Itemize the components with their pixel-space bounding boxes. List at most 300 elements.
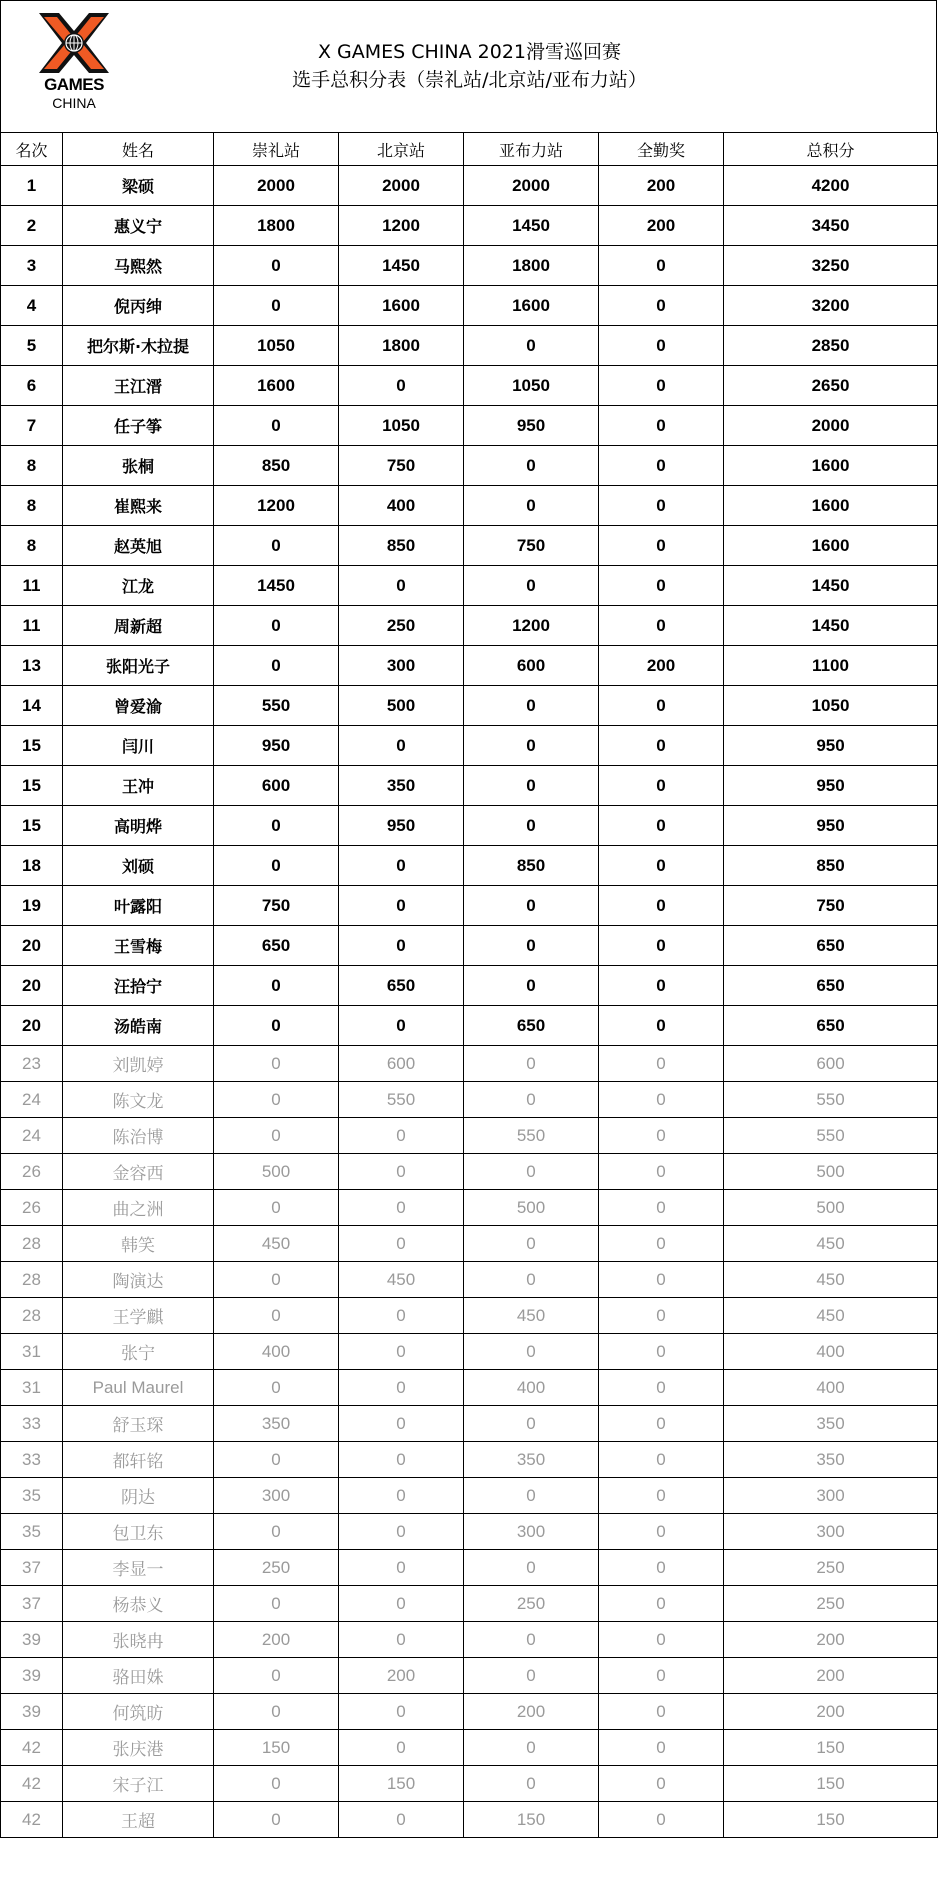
cell-name: 惠义宁 <box>63 206 214 246</box>
cell-chongli: 450 <box>214 1226 339 1262</box>
cell-rank: 42 <box>1 1802 63 1838</box>
table-row <box>1 1046 938 1082</box>
cell-bonus: 0 <box>599 1262 724 1298</box>
cell-beijing: 0 <box>339 1298 464 1334</box>
table-row <box>1 926 938 966</box>
cell-beijing: 0 <box>339 1694 464 1730</box>
page-subtitle: 选手总积分表（崇礼站/北京站/亚布力站） <box>292 69 647 91</box>
cell-name: 张晓冉 <box>63 1622 214 1658</box>
cell-yabuli: 950 <box>464 406 599 446</box>
cell-yabuli: 850 <box>464 846 599 886</box>
cell-chongli: 200 <box>214 1622 339 1658</box>
cell-name: 崔熙来 <box>63 486 214 526</box>
cell-rank: 33 <box>1 1406 63 1442</box>
table-header-row <box>1 133 938 166</box>
cell-yabuli: 2000 <box>464 166 599 206</box>
table-row <box>1 1370 938 1406</box>
table-row <box>1 446 938 486</box>
cell-total: 350 <box>724 1406 938 1442</box>
table-row <box>1 1550 938 1586</box>
cell-chongli: 0 <box>214 1370 339 1406</box>
cell-rank: 26 <box>1 1190 63 1226</box>
cell-bonus: 0 <box>599 966 724 1006</box>
cell-bonus: 0 <box>599 1586 724 1622</box>
cell-chongli: 850 <box>214 446 339 486</box>
cell-total: 1050 <box>724 686 938 726</box>
cell-rank: 15 <box>1 766 63 806</box>
cell-chongli: 950 <box>214 726 339 766</box>
cell-beijing: 0 <box>339 1622 464 1658</box>
cell-beijing: 0 <box>339 566 464 606</box>
cell-total: 200 <box>724 1658 938 1694</box>
cell-chongli: 0 <box>214 806 339 846</box>
cell-rank: 39 <box>1 1622 63 1658</box>
cell-bonus: 0 <box>599 526 724 566</box>
cell-rank: 19 <box>1 886 63 926</box>
table-row <box>1 246 938 286</box>
cell-beijing: 0 <box>339 366 464 406</box>
cell-chongli: 400 <box>214 1334 339 1370</box>
cell-chongli: 1450 <box>214 566 339 606</box>
cell-yabuli: 0 <box>464 806 599 846</box>
cell-name: 汤皓南 <box>63 1006 214 1046</box>
cell-yabuli: 1050 <box>464 366 599 406</box>
cell-total: 150 <box>724 1766 938 1802</box>
cell-bonus: 0 <box>599 1118 724 1154</box>
col-header-total: 总积分 <box>724 133 938 166</box>
cell-bonus: 0 <box>599 1298 724 1334</box>
cell-yabuli: 0 <box>464 686 599 726</box>
cell-name: 陶演达 <box>63 1262 214 1298</box>
cell-chongli: 2000 <box>214 166 339 206</box>
cell-rank: 33 <box>1 1442 63 1478</box>
cell-rank: 20 <box>1 966 63 1006</box>
cell-rank: 35 <box>1 1514 63 1550</box>
table-row <box>1 1586 938 1622</box>
cell-rank: 1 <box>1 166 63 206</box>
table-row <box>1 1334 938 1370</box>
cell-total: 3250 <box>724 246 938 286</box>
cell-yabuli: 0 <box>464 1082 599 1118</box>
cell-beijing: 300 <box>339 646 464 686</box>
cell-yabuli: 750 <box>464 526 599 566</box>
cell-bonus: 200 <box>599 166 724 206</box>
cell-name: 周新超 <box>63 606 214 646</box>
table-row <box>1 1006 938 1046</box>
cell-beijing: 0 <box>339 1190 464 1226</box>
cell-total: 200 <box>724 1622 938 1658</box>
cell-beijing: 0 <box>339 1514 464 1550</box>
cell-beijing: 0 <box>339 1478 464 1514</box>
col-header-beijing: 北京站 <box>339 133 464 166</box>
cell-beijing: 0 <box>339 1586 464 1622</box>
cell-beijing: 200 <box>339 1658 464 1694</box>
cell-bonus: 0 <box>599 1442 724 1478</box>
cell-bonus: 0 <box>599 1370 724 1406</box>
cell-chongli: 0 <box>214 1262 339 1298</box>
table-row <box>1 1298 938 1334</box>
cell-chongli: 1050 <box>214 326 339 366</box>
cell-beijing: 0 <box>339 1550 464 1586</box>
cell-chongli: 0 <box>214 1298 339 1334</box>
cell-bonus: 200 <box>599 206 724 246</box>
cell-total: 1600 <box>724 486 938 526</box>
cell-bonus: 0 <box>599 726 724 766</box>
table-row <box>1 806 938 846</box>
cell-name: 舒玉琛 <box>63 1406 214 1442</box>
cell-bonus: 0 <box>599 1226 724 1262</box>
cell-name: 何筑昉 <box>63 1694 214 1730</box>
cell-chongli: 150 <box>214 1730 339 1766</box>
table-row <box>1 766 938 806</box>
cell-chongli: 650 <box>214 926 339 966</box>
cell-bonus: 0 <box>599 366 724 406</box>
cell-yabuli: 0 <box>464 966 599 1006</box>
cell-name: 闫川 <box>63 726 214 766</box>
cell-beijing: 1800 <box>339 326 464 366</box>
table-row <box>1 606 938 646</box>
cell-chongli: 0 <box>214 1802 339 1838</box>
cell-chongli: 0 <box>214 1766 339 1802</box>
cell-total: 950 <box>724 766 938 806</box>
cell-yabuli: 400 <box>464 1370 599 1406</box>
cell-chongli: 0 <box>214 1006 339 1046</box>
cell-chongli: 0 <box>214 1586 339 1622</box>
cell-bonus: 0 <box>599 1694 724 1730</box>
cell-bonus: 200 <box>599 646 724 686</box>
table-row <box>1 1082 938 1118</box>
cell-bonus: 0 <box>599 246 724 286</box>
cell-chongli: 0 <box>214 1118 339 1154</box>
cell-name: 王超 <box>63 1802 214 1838</box>
cell-yabuli: 1600 <box>464 286 599 326</box>
table-row <box>1 206 938 246</box>
cell-rank: 14 <box>1 686 63 726</box>
table-row <box>1 1622 938 1658</box>
cell-name: 张庆港 <box>63 1730 214 1766</box>
cell-rank: 8 <box>1 486 63 526</box>
cell-rank: 39 <box>1 1694 63 1730</box>
table-row <box>1 1190 938 1226</box>
cell-yabuli: 150 <box>464 1802 599 1838</box>
cell-name: 王冲 <box>63 766 214 806</box>
cell-beijing: 1450 <box>339 246 464 286</box>
cell-chongli: 0 <box>214 846 339 886</box>
cell-yabuli: 1800 <box>464 246 599 286</box>
cell-yabuli: 0 <box>464 566 599 606</box>
table-row <box>1 1406 938 1442</box>
cell-yabuli: 450 <box>464 1298 599 1334</box>
col-header-rank: 名次 <box>1 133 63 166</box>
cell-total: 500 <box>724 1154 938 1190</box>
cell-bonus: 0 <box>599 1334 724 1370</box>
cell-beijing: 0 <box>339 1334 464 1370</box>
cell-total: 750 <box>724 886 938 926</box>
cell-bonus: 0 <box>599 806 724 846</box>
cell-yabuli: 1200 <box>464 606 599 646</box>
cell-rank: 2 <box>1 206 63 246</box>
table-row <box>1 1262 938 1298</box>
cell-yabuli: 200 <box>464 1694 599 1730</box>
cell-rank: 28 <box>1 1226 63 1262</box>
cell-chongli: 0 <box>214 1658 339 1694</box>
cell-beijing: 1050 <box>339 406 464 446</box>
cell-name: 梁硕 <box>63 166 214 206</box>
cell-bonus: 0 <box>599 486 724 526</box>
cell-name: 高明烨 <box>63 806 214 846</box>
cell-total: 400 <box>724 1370 938 1406</box>
cell-bonus: 0 <box>599 686 724 726</box>
cell-yabuli: 0 <box>464 1550 599 1586</box>
cell-yabuli: 0 <box>464 1766 599 1802</box>
cell-rank: 20 <box>1 1006 63 1046</box>
cell-total: 300 <box>724 1478 938 1514</box>
cell-beijing: 0 <box>339 1730 464 1766</box>
cell-name: 把尔斯·木拉提 <box>63 326 214 366</box>
cell-total: 450 <box>724 1298 938 1334</box>
cell-yabuli: 0 <box>464 1478 599 1514</box>
cell-beijing: 0 <box>339 1442 464 1478</box>
cell-name: 江龙 <box>63 566 214 606</box>
cell-chongli: 0 <box>214 646 339 686</box>
cell-yabuli: 0 <box>464 1226 599 1262</box>
cell-total: 250 <box>724 1550 938 1586</box>
cell-total: 150 <box>724 1730 938 1766</box>
cell-yabuli: 0 <box>464 1658 599 1694</box>
cell-chongli: 750 <box>214 886 339 926</box>
cell-total: 450 <box>724 1226 938 1262</box>
cell-chongli: 0 <box>214 1442 339 1478</box>
cell-name: 张阳光子 <box>63 646 214 686</box>
cell-chongli: 0 <box>214 1694 339 1730</box>
table-row <box>1 1226 938 1262</box>
table-row <box>1 1694 938 1730</box>
cell-total: 950 <box>724 806 938 846</box>
cell-yabuli: 0 <box>464 326 599 366</box>
table-row <box>1 1442 938 1478</box>
cell-beijing: 0 <box>339 1370 464 1406</box>
cell-beijing: 250 <box>339 606 464 646</box>
cell-yabuli: 0 <box>464 1730 599 1766</box>
cell-yabuli: 0 <box>464 1154 599 1190</box>
table-row <box>1 406 938 446</box>
cell-total: 1450 <box>724 566 938 606</box>
cell-rank: 35 <box>1 1478 63 1514</box>
cell-rank: 42 <box>1 1730 63 1766</box>
cell-chongli: 0 <box>214 406 339 446</box>
cell-total: 300 <box>724 1514 938 1550</box>
col-header-chongli: 崇礼站 <box>214 133 339 166</box>
cell-rank: 24 <box>1 1118 63 1154</box>
cell-rank: 6 <box>1 366 63 406</box>
cell-yabuli: 600 <box>464 646 599 686</box>
cell-chongli: 0 <box>214 1514 339 1550</box>
cell-rank: 8 <box>1 446 63 486</box>
cell-beijing: 650 <box>339 966 464 1006</box>
cell-total: 150 <box>724 1802 938 1838</box>
cell-beijing: 0 <box>339 1154 464 1190</box>
cell-name: 马熙然 <box>63 246 214 286</box>
cell-chongli: 500 <box>214 1154 339 1190</box>
cell-name: 曾爱渝 <box>63 686 214 726</box>
cell-total: 1600 <box>724 446 938 486</box>
cell-beijing: 750 <box>339 446 464 486</box>
cell-name: 倪丙绅 <box>63 286 214 326</box>
cell-yabuli: 0 <box>464 1334 599 1370</box>
cell-name: 刘硕 <box>63 846 214 886</box>
cell-bonus: 0 <box>599 1006 724 1046</box>
table-row <box>1 366 938 406</box>
cell-beijing: 0 <box>339 1006 464 1046</box>
cell-beijing: 0 <box>339 1802 464 1838</box>
cell-beijing: 500 <box>339 686 464 726</box>
cell-yabuli: 0 <box>464 1622 599 1658</box>
cell-beijing: 0 <box>339 846 464 886</box>
cell-bonus: 0 <box>599 1190 724 1226</box>
cell-total: 1450 <box>724 606 938 646</box>
cell-name: 赵英旭 <box>63 526 214 566</box>
table-row <box>1 1478 938 1514</box>
cell-yabuli: 550 <box>464 1118 599 1154</box>
cell-rank: 39 <box>1 1658 63 1694</box>
cell-beijing: 2000 <box>339 166 464 206</box>
cell-beijing: 0 <box>339 1118 464 1154</box>
cell-total: 650 <box>724 1006 938 1046</box>
cell-beijing: 1200 <box>339 206 464 246</box>
cell-bonus: 0 <box>599 446 724 486</box>
cell-total: 650 <box>724 966 938 1006</box>
standings-body <box>1 166 938 1838</box>
cell-beijing: 350 <box>339 766 464 806</box>
col-header-bonus: 全勤奖 <box>599 133 724 166</box>
cell-beijing: 0 <box>339 1406 464 1442</box>
col-header-yabuli: 亚布力站 <box>464 133 599 166</box>
cell-yabuli: 250 <box>464 1586 599 1622</box>
cell-rank: 24 <box>1 1082 63 1118</box>
cell-bonus: 0 <box>599 1514 724 1550</box>
cell-yabuli: 500 <box>464 1190 599 1226</box>
cell-bonus: 0 <box>599 606 724 646</box>
cell-total: 2850 <box>724 326 938 366</box>
cell-name: 金容西 <box>63 1154 214 1190</box>
cell-total: 1100 <box>724 646 938 686</box>
cell-beijing: 450 <box>339 1262 464 1298</box>
table-row <box>1 1514 938 1550</box>
cell-name: 阴达 <box>63 1478 214 1514</box>
cell-bonus: 0 <box>599 406 724 446</box>
cell-rank: 15 <box>1 726 63 766</box>
table-row <box>1 1802 938 1838</box>
table-row <box>1 966 938 1006</box>
table-row <box>1 646 938 686</box>
cell-name: 王学麒 <box>63 1298 214 1334</box>
cell-total: 350 <box>724 1442 938 1478</box>
cell-chongli: 0 <box>214 1190 339 1226</box>
cell-yabuli: 350 <box>464 1442 599 1478</box>
table-row <box>1 166 938 206</box>
cell-chongli: 600 <box>214 766 339 806</box>
cell-chongli: 0 <box>214 1082 339 1118</box>
cell-beijing: 0 <box>339 926 464 966</box>
cell-yabuli: 0 <box>464 886 599 926</box>
table-row <box>1 326 938 366</box>
cell-chongli: 0 <box>214 966 339 1006</box>
cell-rank: 42 <box>1 1766 63 1802</box>
cell-yabuli: 0 <box>464 926 599 966</box>
cell-beijing: 550 <box>339 1082 464 1118</box>
cell-name: 汪拾宁 <box>63 966 214 1006</box>
cell-rank: 11 <box>1 566 63 606</box>
cell-total: 3450 <box>724 206 938 246</box>
cell-bonus: 0 <box>599 1622 724 1658</box>
cell-yabuli: 1450 <box>464 206 599 246</box>
cell-yabuli: 0 <box>464 446 599 486</box>
cell-yabuli: 0 <box>464 766 599 806</box>
cell-bonus: 0 <box>599 886 724 926</box>
cell-total: 200 <box>724 1694 938 1730</box>
cell-name: 都轩铭 <box>63 1442 214 1478</box>
standings-table <box>0 132 938 1838</box>
cell-total: 650 <box>724 926 938 966</box>
cell-name: Paul Maurel <box>63 1370 214 1406</box>
cell-rank: 31 <box>1 1334 63 1370</box>
cell-chongli: 0 <box>214 606 339 646</box>
cell-chongli: 1200 <box>214 486 339 526</box>
cell-beijing: 850 <box>339 526 464 566</box>
cell-name: 任子筝 <box>63 406 214 446</box>
cell-chongli: 0 <box>214 1046 339 1082</box>
cell-rank: 37 <box>1 1586 63 1622</box>
cell-chongli: 0 <box>214 526 339 566</box>
cell-rank: 13 <box>1 646 63 686</box>
cell-name: 曲之洲 <box>63 1190 214 1226</box>
cell-bonus: 0 <box>599 1082 724 1118</box>
cell-chongli: 300 <box>214 1478 339 1514</box>
cell-total: 2650 <box>724 366 938 406</box>
table-row <box>1 1118 938 1154</box>
sheet-header <box>0 0 937 132</box>
cell-total: 500 <box>724 1190 938 1226</box>
cell-bonus: 0 <box>599 1406 724 1442</box>
cell-bonus: 0 <box>599 1802 724 1838</box>
table-row <box>1 726 938 766</box>
cell-bonus: 0 <box>599 926 724 966</box>
cell-name: 叶露阳 <box>63 886 214 926</box>
table-row <box>1 566 938 606</box>
table-row <box>1 1658 938 1694</box>
cell-bonus: 0 <box>599 326 724 366</box>
cell-name: 杨恭义 <box>63 1586 214 1622</box>
cell-rank: 15 <box>1 806 63 846</box>
cell-name: 李显一 <box>63 1550 214 1586</box>
col-header-name: 姓名 <box>63 133 214 166</box>
cell-total: 250 <box>724 1586 938 1622</box>
cell-name: 陈治博 <box>63 1118 214 1154</box>
cell-beijing: 600 <box>339 1046 464 1082</box>
cell-total: 450 <box>724 1262 938 1298</box>
logo-games-text: GAMES <box>44 75 104 94</box>
cell-total: 4200 <box>724 166 938 206</box>
table-row <box>1 286 938 326</box>
cell-beijing: 400 <box>339 486 464 526</box>
cell-bonus: 0 <box>599 1550 724 1586</box>
cell-name: 骆田姝 <box>63 1658 214 1694</box>
cell-bonus: 0 <box>599 1730 724 1766</box>
cell-rank: 3 <box>1 246 63 286</box>
table-row <box>1 526 938 566</box>
cell-yabuli: 300 <box>464 1514 599 1550</box>
table-row <box>1 486 938 526</box>
